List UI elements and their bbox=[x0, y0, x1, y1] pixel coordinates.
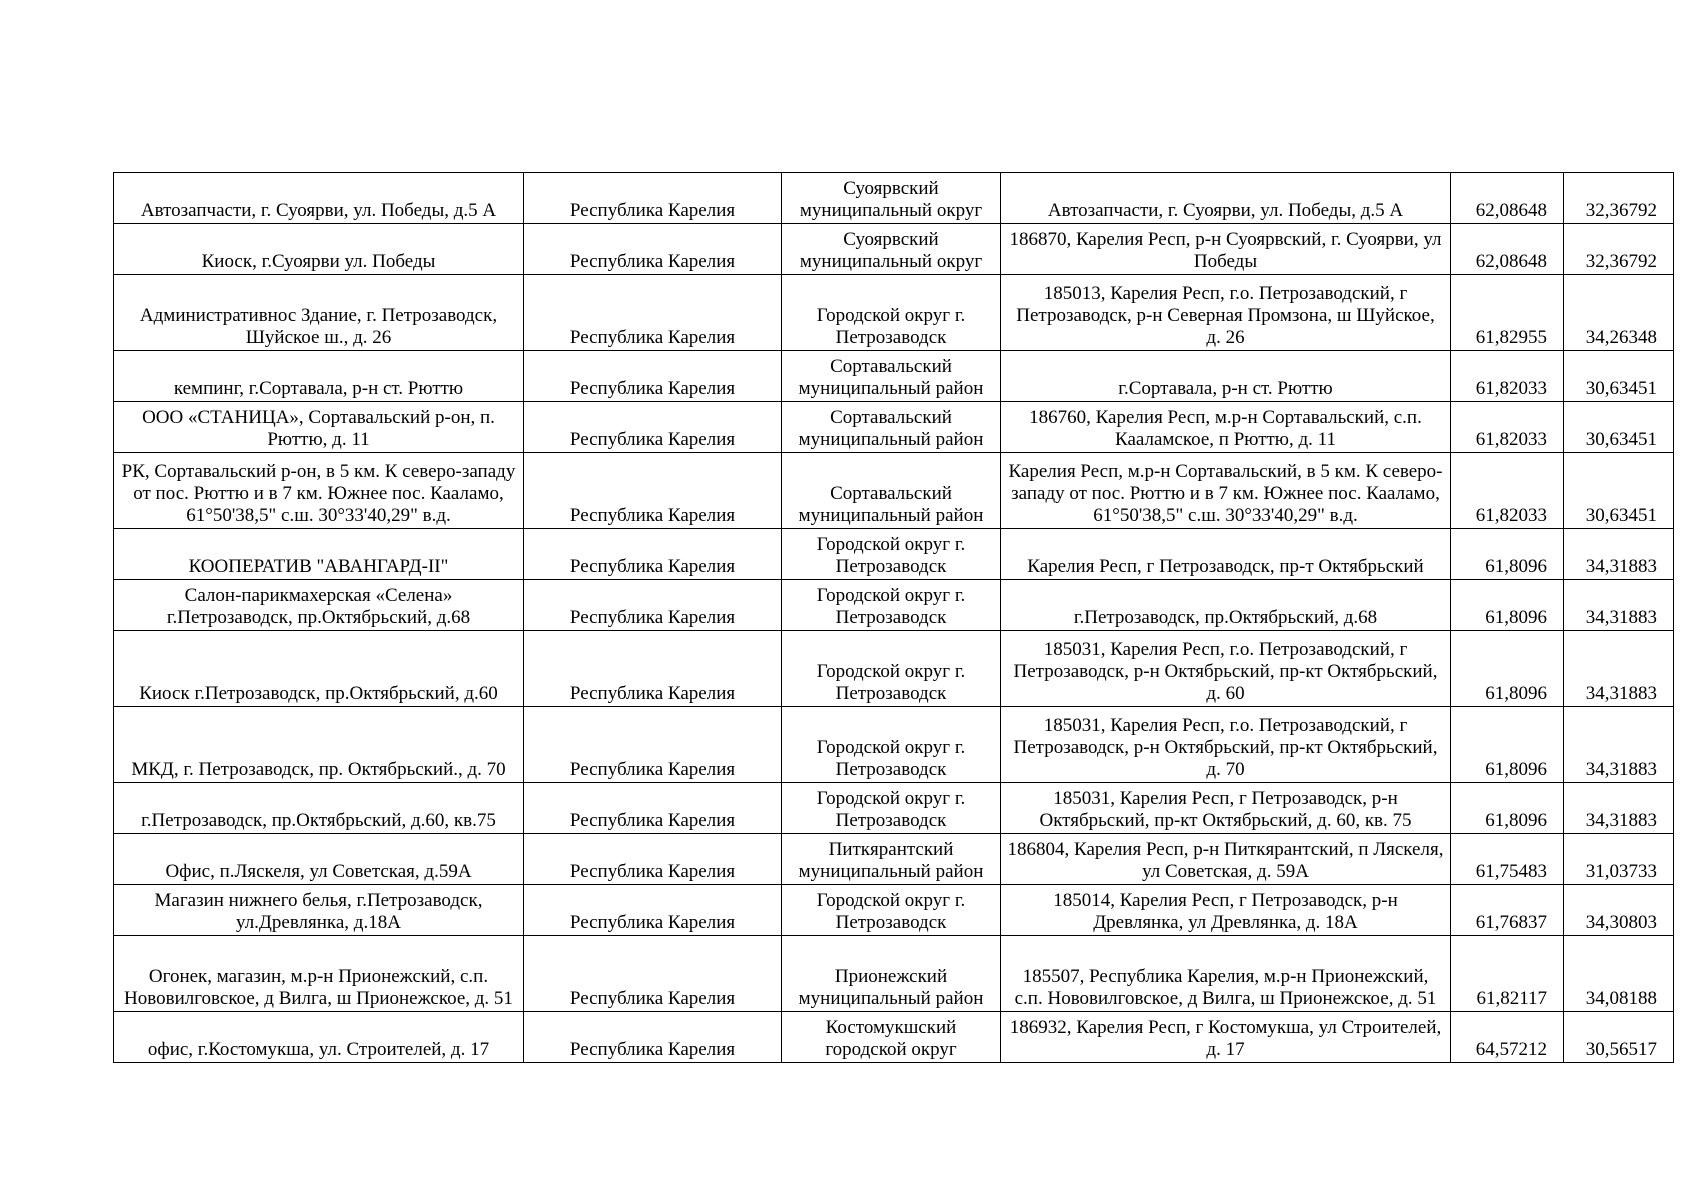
cell-longitude: 30,63451 bbox=[1564, 351, 1674, 402]
cell-region: Республика Карелия bbox=[524, 631, 782, 707]
cell-latitude: 61,76837 bbox=[1451, 885, 1564, 936]
cell-longitude: 34,30803 bbox=[1564, 885, 1674, 936]
cell-latitude: 61,8096 bbox=[1451, 580, 1564, 631]
cell-name: КООПЕРАТИВ "АВАНГАРД-II" bbox=[114, 529, 524, 580]
cell-address: 185031, Карелия Респ, г.о. Петрозаводский, г Петрозаводск, р-н Октябрьский, пр-кт Октябрьский, д. 60 bbox=[1001, 631, 1451, 707]
cell-latitude: 61,8096 bbox=[1451, 631, 1564, 707]
table-row bbox=[114, 529, 1674, 580]
table-row bbox=[114, 834, 1674, 885]
cell-district: Прионежский муниципальный район bbox=[782, 936, 1001, 1012]
cell-latitude: 61,8096 bbox=[1451, 783, 1564, 834]
cell-region: Республика Карелия bbox=[524, 783, 782, 834]
cell-address: 186932, Карелия Респ, г Костомукша, ул Строителей, д. 17 bbox=[1001, 1012, 1451, 1063]
cell-district: Сортавальский муниципальный район bbox=[782, 351, 1001, 402]
cell-latitude: 61,82955 bbox=[1451, 275, 1564, 351]
cell-address: Карелия Респ, м.р-н Сортавальский, в 5 км. К северо-западу от пос. Рюттю и в 7 км. Южнее пос. Кааламо, 61°50'38,5" с.ш. 30°33'40,29" в.д. bbox=[1001, 453, 1451, 529]
table-row bbox=[114, 402, 1674, 453]
cell-latitude: 62,08648 bbox=[1451, 173, 1564, 224]
cell-district: Городской округ г. Петрозаводск bbox=[782, 631, 1001, 707]
cell-region: Республика Карелия bbox=[524, 275, 782, 351]
table-row bbox=[114, 1012, 1674, 1063]
cell-name: Офис, п.Ляскеля, ул Советская, д.59А bbox=[114, 834, 524, 885]
cell-address: 185014, Карелия Респ, г Петрозаводск, р-н Древлянка, ул Древлянка, д. 18А bbox=[1001, 885, 1451, 936]
cell-latitude: 61,8096 bbox=[1451, 707, 1564, 783]
table-row bbox=[114, 631, 1674, 707]
cell-longitude: 30,63451 bbox=[1564, 453, 1674, 529]
cell-district: Суоярвский муниципальный округ bbox=[782, 173, 1001, 224]
cell-name: Огонек, магазин, м.р-н Прионежский, с.п. Нововилговское, д Вилга, ш Прионежское, д. 51 bbox=[114, 936, 524, 1012]
cell-name: РК, Сортавальский р-он, в 5 км. К северо-западу от пос. Рюттю и в 7 км. Южнее пос. Кааламо, 61°50'38,5" с.ш. 30°33'40,29" в.д. bbox=[114, 453, 524, 529]
table-row bbox=[114, 224, 1674, 275]
cell-address: 185013, Карелия Респ, г.о. Петрозаводский, г Петрозаводск, р-н Северная Промзона, ш Шуйское, д. 26 bbox=[1001, 275, 1451, 351]
cell-region: Республика Карелия bbox=[524, 885, 782, 936]
cell-region: Республика Карелия bbox=[524, 1012, 782, 1063]
cell-latitude: 64,57212 bbox=[1451, 1012, 1564, 1063]
cell-district: Сортавальский муниципальный район bbox=[782, 402, 1001, 453]
locations-table bbox=[113, 172, 1674, 1063]
cell-address: 186870, Карелия Респ, р-н Суоярвский, г. Суоярви, ул Победы bbox=[1001, 224, 1451, 275]
cell-name: кемпинг, г.Сортавала, р-н ст. Рюттю bbox=[114, 351, 524, 402]
cell-name: Магазин нижнего белья, г.Петрозаводск, ул.Древлянка, д.18А bbox=[114, 885, 524, 936]
cell-latitude: 61,82117 bbox=[1451, 936, 1564, 1012]
cell-latitude: 61,82033 bbox=[1451, 402, 1564, 453]
cell-address: 186804, Карелия Респ, р-н Питкярантский, п Ляскеля, ул Советская, д. 59А bbox=[1001, 834, 1451, 885]
cell-longitude: 34,26348 bbox=[1564, 275, 1674, 351]
cell-region: Республика Карелия bbox=[524, 529, 782, 580]
cell-longitude: 34,31883 bbox=[1564, 631, 1674, 707]
cell-name: г.Петрозаводск, пр.Октябрьский, д.60, кв.75 bbox=[114, 783, 524, 834]
cell-region: Республика Карелия bbox=[524, 707, 782, 783]
cell-district: Городской округ г. Петрозаводск bbox=[782, 783, 1001, 834]
table-row bbox=[114, 707, 1674, 783]
cell-latitude: 61,75483 bbox=[1451, 834, 1564, 885]
cell-region: Республика Карелия bbox=[524, 351, 782, 402]
cell-longitude: 32,36792 bbox=[1564, 224, 1674, 275]
cell-name: Административнос Здание, г. Петрозаводск, Шуйское ш., д. 26 bbox=[114, 275, 524, 351]
table-row bbox=[114, 173, 1674, 224]
cell-longitude: 34,31883 bbox=[1564, 529, 1674, 580]
cell-name: ООО «СТАНИЦА», Сортавальский р-он, п. Рюттю, д. 11 bbox=[114, 402, 524, 453]
cell-address: 185031, Карелия Респ, г Петрозаводск, р-н Октябрьский, пр-кт Октябрьский, д. 60, кв. 75 bbox=[1001, 783, 1451, 834]
cell-region: Республика Карелия bbox=[524, 402, 782, 453]
cell-longitude: 34,08188 bbox=[1564, 936, 1674, 1012]
cell-district: Городской округ г. Петрозаводск bbox=[782, 707, 1001, 783]
cell-longitude: 30,56517 bbox=[1564, 1012, 1674, 1063]
cell-longitude: 34,31883 bbox=[1564, 783, 1674, 834]
cell-region: Республика Карелия bbox=[524, 173, 782, 224]
cell-district: Суоярвский муниципальный округ bbox=[782, 224, 1001, 275]
table-row bbox=[114, 580, 1674, 631]
cell-region: Республика Карелия bbox=[524, 936, 782, 1012]
cell-address: 186760, Карелия Респ, м.р-н Сортавальский, с.п. Кааламское, п Рюттю, д. 11 bbox=[1001, 402, 1451, 453]
table-row bbox=[114, 351, 1674, 402]
cell-district: Городской округ г. Петрозаводск bbox=[782, 275, 1001, 351]
cell-district: Городской округ г. Петрозаводск bbox=[782, 529, 1001, 580]
cell-name: МКД, г. Петрозаводск, пр. Октябрьский., д. 70 bbox=[114, 707, 524, 783]
cell-latitude: 61,82033 bbox=[1451, 351, 1564, 402]
cell-region: Республика Карелия bbox=[524, 453, 782, 529]
cell-name: Киоск г.Петрозаводск, пр.Октябрьский, д.60 bbox=[114, 631, 524, 707]
cell-district: Сортавальский муниципальный район bbox=[782, 453, 1001, 529]
table-row bbox=[114, 885, 1674, 936]
cell-address: Автозапчасти, г. Суоярви, ул. Победы, д.5 А bbox=[1001, 173, 1451, 224]
table-row bbox=[114, 783, 1674, 834]
cell-district: Питкярантский муниципальный район bbox=[782, 834, 1001, 885]
cell-longitude: 31,03733 bbox=[1564, 834, 1674, 885]
cell-district: Городской округ г. Петрозаводск bbox=[782, 885, 1001, 936]
cell-name: Киоск, г.Суоярви ул. Победы bbox=[114, 224, 524, 275]
cell-latitude: 61,82033 bbox=[1451, 453, 1564, 529]
cell-latitude: 61,8096 bbox=[1451, 529, 1564, 580]
cell-district: Костомукшский городской округ bbox=[782, 1012, 1001, 1063]
cell-address: г.Сортавала, р-н ст. Рюттю bbox=[1001, 351, 1451, 402]
cell-longitude: 34,31883 bbox=[1564, 707, 1674, 783]
cell-name: офис, г.Костомукша, ул. Строителей, д. 17 bbox=[114, 1012, 524, 1063]
cell-longitude: 34,31883 bbox=[1564, 580, 1674, 631]
cell-address: 185031, Карелия Респ, г.о. Петрозаводский, г Петрозаводск, р-н Октябрьский, пр-кт Октябрьский, д. 70 bbox=[1001, 707, 1451, 783]
cell-region: Республика Карелия bbox=[524, 224, 782, 275]
table-row bbox=[114, 936, 1674, 1012]
cell-region: Республика Карелия bbox=[524, 834, 782, 885]
cell-longitude: 30,63451 bbox=[1564, 402, 1674, 453]
cell-longitude: 32,36792 bbox=[1564, 173, 1674, 224]
cell-latitude: 62,08648 bbox=[1451, 224, 1564, 275]
cell-name: Салон-парикмахерская «Селена» г.Петрозаводск, пр.Октябрьский, д.68 bbox=[114, 580, 524, 631]
table-row bbox=[114, 453, 1674, 529]
cell-region: Республика Карелия bbox=[524, 580, 782, 631]
cell-address: г.Петрозаводск, пр.Октябрьский, д.68 bbox=[1001, 580, 1451, 631]
cell-name: Автозапчасти, г. Суоярви, ул. Победы, д.5 А bbox=[114, 173, 524, 224]
cell-district: Городской округ г. Петрозаводск bbox=[782, 580, 1001, 631]
cell-address: Карелия Респ, г Петрозаводск, пр-т Октябрьский bbox=[1001, 529, 1451, 580]
cell-address: 185507, Республика Карелия, м.р-н Прионежский, с.п. Нововилговское, д Вилга, ш Прионежское, д. 51 bbox=[1001, 936, 1451, 1012]
table-row bbox=[114, 275, 1674, 351]
